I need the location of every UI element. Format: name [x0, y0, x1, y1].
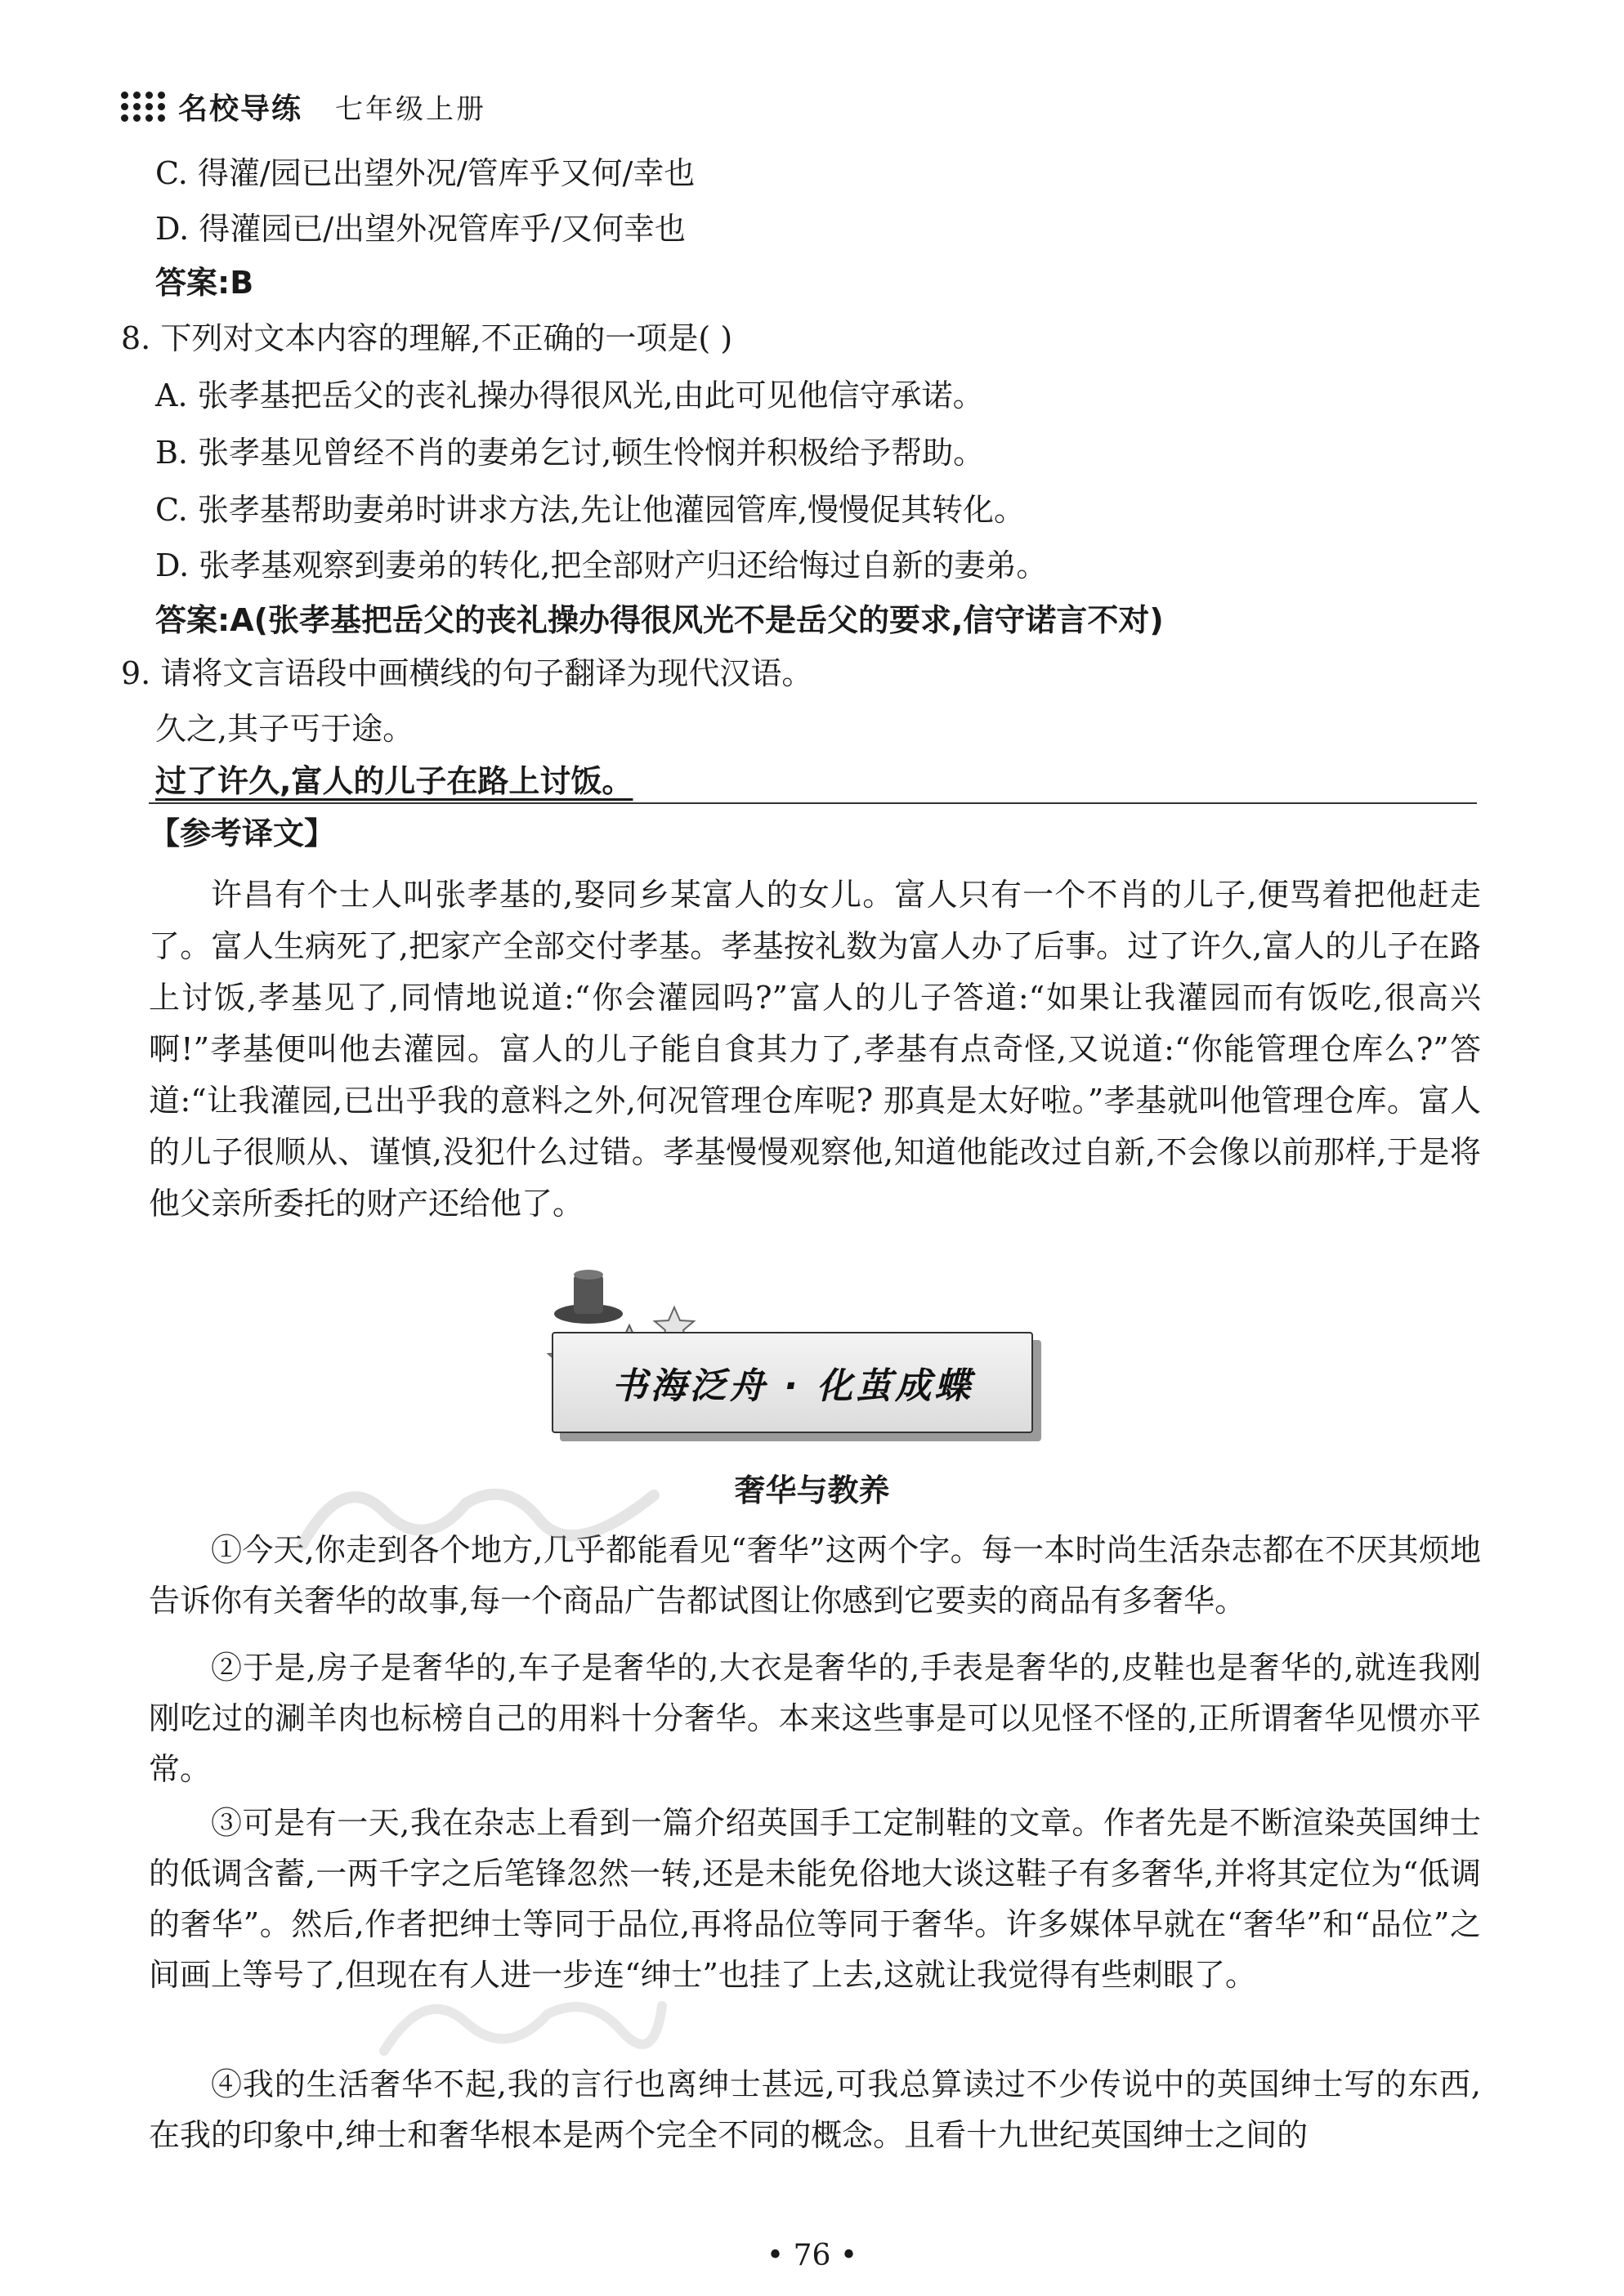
q8-stem: 8. 下列对文本内容的理解,不正确的一项是( ) — [121, 320, 733, 356]
q9-stem: 9. 请将文言语段中画横线的句子翻译为现代汉语。 — [121, 655, 813, 691]
watermark-graphic — [294, 1463, 670, 1561]
watermark-graphic-2 — [376, 1977, 670, 2067]
q7-answer: 答案:B — [155, 265, 254, 301]
page-number-value: 76 — [793, 2239, 831, 2272]
q8-option-d: D. 张孝基观察到妻弟的转化,把全部财产归还给悔过自新的妻弟。 — [155, 547, 1048, 583]
q7-option-d: D. 得灌园已/出望外况管库乎/又何幸也 — [155, 211, 686, 247]
page-header — [121, 82, 486, 131]
reference-heading: 【参考译文】 — [149, 815, 336, 851]
article-title: 奢华与教养 — [734, 1472, 890, 1508]
banner-box — [552, 1332, 1033, 1433]
article-paragraph-4: ④我的生活奢华不起,我的言行也离绅士甚远,可我总算读过不少传说中的英国绅士写的东西,在我的印象中,绅士和奢华根本是两个完全不同的概念。且看十九世纪英国绅士之间的 — [149, 2066, 1481, 2153]
q8-option-c: C. 张孝基帮助妻弟时讲求方法,先让他灌园管库,慢慢促其转化。 — [155, 492, 1026, 528]
grade-label: 七年级上册 — [335, 92, 487, 126]
reference-text: 许昌有个士人叫张孝基的,娶同乡某富人的女儿。富人只有一个不肖的儿子,便骂着把他赶走了。富人生病死了,把家产全部交付孝基。孝基按礼数为富人办了后事。过了许久,富人的儿子在路上讨饭,孝基见了,同情地说道:“你会灌园吗?”富人的儿子答道:“如果让我灌园而有饭吃,很高兴啊!”孝基便叫他去灌园。富人的儿子能自食其力了,孝基有点奇怪,又说道:“你能管理仓库么?”答道:“让我灌园,已出乎我的意料之外,何况管理仓库呢? 那真是太好啦。”孝基就叫他管理仓库。富人的儿子很顺从、谨慎,没犯什么过错。孝基慢慢观察他,知道他能改过自新,不会像以前那样,于是将他父亲所委托的财产还给他了。 — [149, 877, 1481, 1222]
page-number-dot-left: • — [766, 2239, 794, 2272]
article-paragraph-3: ③可是有一天,我在杂志上看到一篇介绍英国手工定制鞋的文章。作者先是不断渲染英国绅士的低调含蓄,一两千字之后笔锋忽然一转,还是未能免俗地大谈这鞋子有多奢华,并将其定位为“低调的奢华”。然后,作者把绅士等同于品位,再将品位等同于奢华。许多媒体早就在“奢华”和“品位”之间画上等号了,但现在有人进一步连“绅士”也挂了上去,这就让我觉得有些刺眼了。 — [149, 1805, 1481, 1993]
dots-logo-icon — [121, 92, 165, 122]
page-number — [0, 2239, 1624, 2272]
q7-option-c: C. 得灌/园已出望外况/管库乎又何/幸也 — [155, 155, 696, 191]
article-paragraph-1: ①今天,你走到各个地方,几乎都能看见“奢华”这两个字。每一本时尚生活杂志都在不厌其烦地告诉你有关奢华的故事,每一个商品广告都试图让你感到它要卖的商品有多奢华。 — [149, 1532, 1481, 1619]
page-number-dot-right: • — [830, 2239, 858, 2272]
banner-title: 书海泛舟 · 化茧成蝶 — [611, 1365, 974, 1407]
article-paragraph-2: ②于是,房子是奢华的,车子是奢华的,大衣是奢华的,手表是奢华的,皮鞋也是奢华的,就连我刚刚吃过的涮羊肉也标榜自己的用料十分奢华。本来这些事是可以见怪不怪的,正所谓奢华见惯亦平常。 — [149, 1650, 1481, 1787]
q8-answer: 答案:A(张孝基把岳父的丧礼操办得很风光不是岳父的要求,信守诺言不对) — [155, 602, 1164, 638]
q8-option-b: B. 张孝基见曾经不肖的妻弟乞讨,顿生怜悯并积极给予帮助。 — [155, 435, 985, 471]
book-series-title: 名校导练 — [178, 92, 303, 126]
q9-sentence: 久之,其子丐于途。 — [155, 711, 414, 747]
q8-option-a: A. 张孝基把岳父的丧礼操办得很风光,由此可见他信守承诺。 — [155, 377, 984, 413]
q9-answer: 过了许久,富人的儿子在路上讨饭。 — [155, 763, 633, 799]
section-banner — [531, 1250, 1054, 1446]
section-divider — [149, 802, 1477, 804]
